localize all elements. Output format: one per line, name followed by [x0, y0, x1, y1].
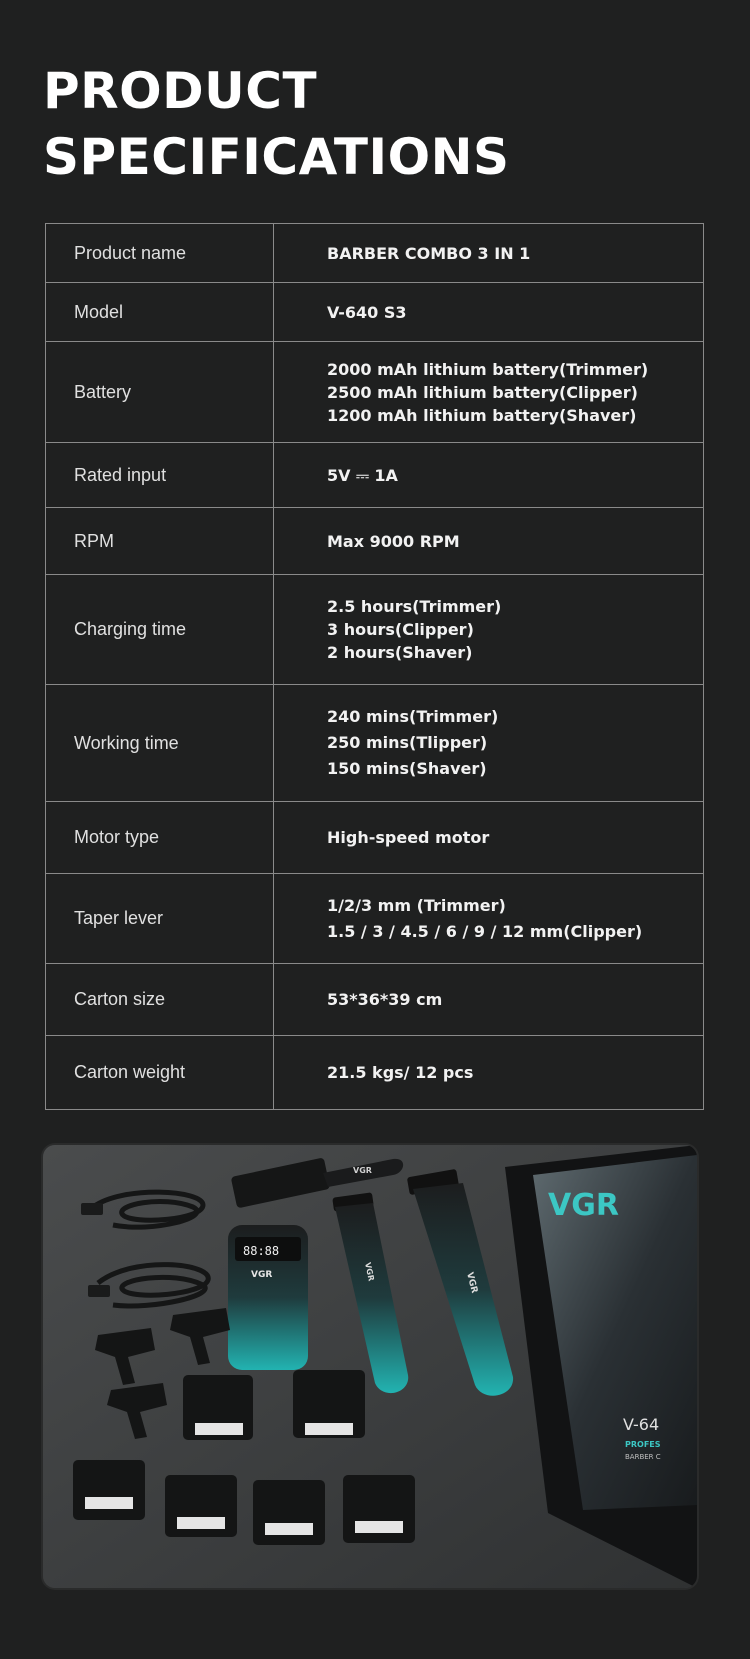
specifications-table [45, 223, 704, 1110]
spec-label: Battery [46, 342, 274, 443]
spec-row-product-name [46, 224, 704, 283]
spec-row-carton-size [46, 964, 704, 1036]
product-photo [43, 1145, 697, 1588]
clipper-brand: VGR [464, 1271, 479, 1295]
page-title-line-1: PRODUCT [43, 62, 318, 120]
spec-label: Motor type [46, 802, 274, 874]
spec-label: RPM [46, 508, 274, 575]
spec-label: Carton weight [46, 1036, 274, 1110]
page-title [43, 58, 509, 190]
box-brand: VGR [548, 1188, 619, 1223]
spec-value: 5V ⎓ 1A [274, 443, 704, 508]
spec-value: High-speed motor [274, 802, 704, 874]
spec-label: Rated input [46, 443, 274, 508]
spec-row-motor-type [46, 802, 704, 874]
spec-value: V-640 S3 [274, 283, 704, 342]
spec-label: Working time [46, 685, 274, 802]
trimmer-brand: VGR [363, 1261, 376, 1282]
page-title-line-2: SPECIFICATIONS [43, 128, 510, 186]
spec-label: Charging time [46, 575, 274, 685]
spec-value: BARBER COMBO 3 IN 1 [274, 224, 704, 283]
spec-value: 1/2/3 mm (Trimmer) 1.5 / 3 / 4.5 / 6 / 9 / 12 mm(Clipper) [274, 874, 704, 964]
spec-value: 21.5 kgs/ 12 pcs [274, 1036, 704, 1110]
spec-row-model [46, 283, 704, 342]
spec-value: Max 9000 RPM [274, 508, 704, 575]
spec-value: 240 mins(Trimmer) 250 mins(Tlipper) 150 mins(Shaver) [274, 685, 704, 802]
shaver-brand: VGR [251, 1270, 273, 1280]
box-text-1: PROFES [625, 1440, 661, 1449]
spec-row-taper-lever [46, 874, 704, 964]
spec-row-charging-time [46, 575, 704, 685]
brush-brand: VGR [353, 1166, 372, 1175]
spec-row-rpm [46, 508, 704, 575]
spec-label: Product name [46, 224, 274, 283]
spec-row-battery [46, 342, 704, 443]
spec-label: Taper lever [46, 874, 274, 964]
shaver-display: 88:88 [243, 1244, 280, 1258]
foil-shaver [228, 1225, 308, 1370]
spec-row-working-time [46, 685, 704, 802]
spec-value: 53*36*39 cm [274, 964, 704, 1036]
product-kit-illustration [43, 1145, 697, 1588]
box-text-2: BARBER C [625, 1453, 661, 1461]
spec-row-rated-input [46, 443, 704, 508]
box-model: V-64 [623, 1415, 660, 1434]
spec-value: 2.5 hours(Trimmer) 3 hours(Clipper) 2 hours(Shaver) [274, 575, 704, 685]
spec-value: 2000 mAh lithium battery(Trimmer) 2500 mAh lithium battery(Clipper) 1200 mAh lithium battery(Shaver) [274, 342, 704, 443]
spec-row-carton-weight [46, 1036, 704, 1110]
spec-label: Carton size [46, 964, 274, 1036]
spec-label: Model [46, 283, 274, 342]
